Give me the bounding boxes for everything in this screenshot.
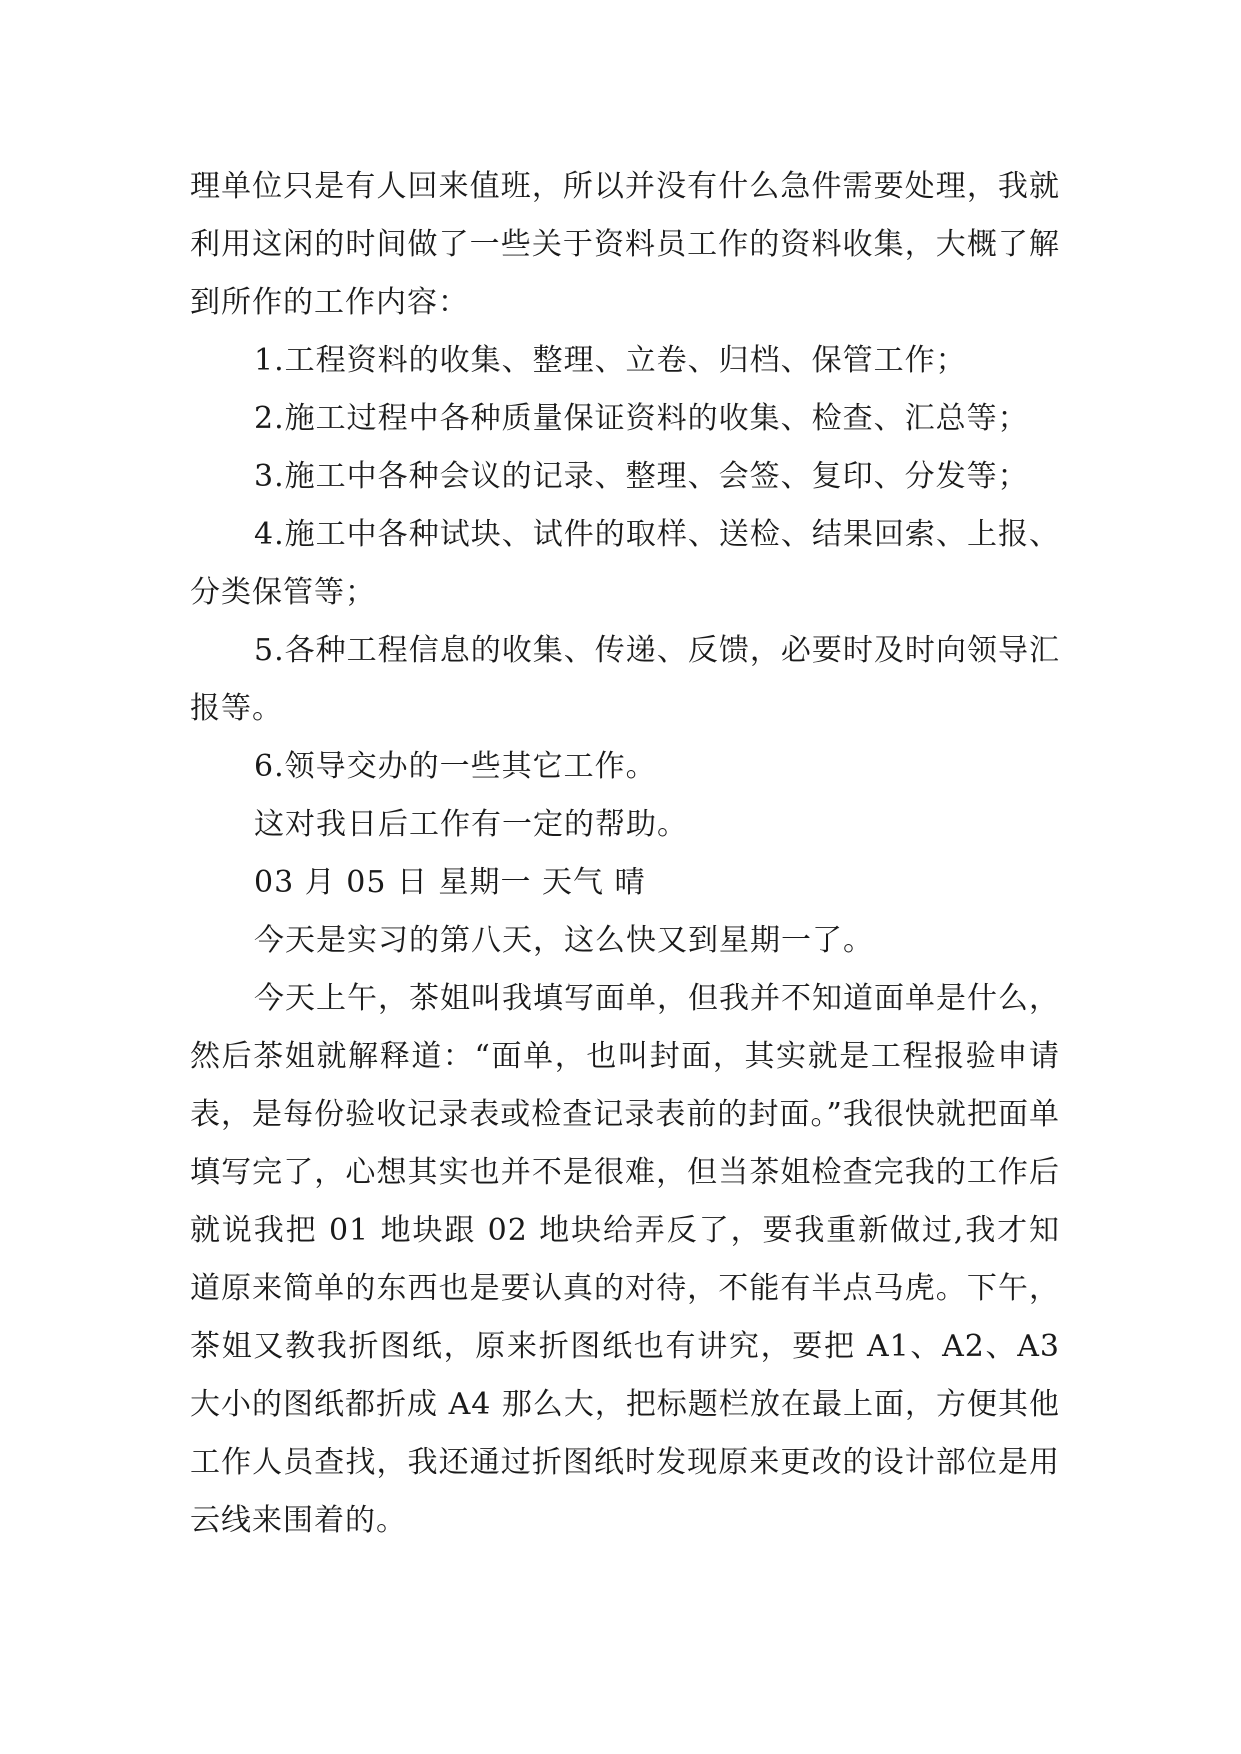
- document-body: [190, 158, 1060, 1550]
- diary-date-heading: 03 月 05 日 星期一 天气 晴: [254, 865, 646, 900]
- paragraph-item-4: 4.施工中各种试块、试件的取样、送检、结果回索、上报、分类保管等；: [190, 517, 1060, 610]
- paragraph-item-2: 2.施工过程中各种质量保证资料的收集、检查、汇总等；: [254, 401, 1029, 436]
- paragraph-item-6: 6.领导交办的一些其它工作。: [254, 749, 657, 784]
- paragraph-item-5: 5.各种工程信息的收集、传递、反馈，必要时及时向领导汇报等。: [190, 633, 1060, 726]
- paragraph-summary: 这对我日后工作有一定的帮助。: [254, 807, 688, 842]
- paragraph-day-intro: 今天是实习的第八天，这么快又到星期一了。: [254, 923, 874, 958]
- paragraph-intro: 理单位只是有人回来值班，所以并没有什么急件需要处理，我就利用这闲的时间做了一些关于资料员工作的资料收集，大概了解到所作的工作内容：: [190, 169, 1060, 320]
- paragraph-item-3: 3.施工中各种会议的记录、整理、会签、复印、分发等；: [254, 459, 1029, 494]
- paragraph-day-body: 今天上午，茶姐叫我填写面单，但我并不知道面单是什么，然后茶姐就解释道：“面单，也叫封面，其实就是工程报验申请表，是每份验收记录表或检查记录表前的封面。”我很快就把面单填写完了，心想其实也并不是很难，但当茶姐检查完我的工作后就说我把 01 地块跟 02 地块给弄反了，要我重新做过,我才知道原来简单的东西也是要认真的对待，不能有半点马虎。下午，茶姐又教我折图纸，原来折图纸也有讲究，要把 A1、A2、A3 大小的图纸都折成 A4 那么大，把标题栏放在最上面，方便其他工作人员查找，我还通过折图纸时发现原来更改的设计部位是用云线来围着的。: [190, 981, 1060, 1538]
- paragraph-item-1: 1.工程资料的收集、整理、立卷、归档、保管工作；: [254, 343, 967, 378]
